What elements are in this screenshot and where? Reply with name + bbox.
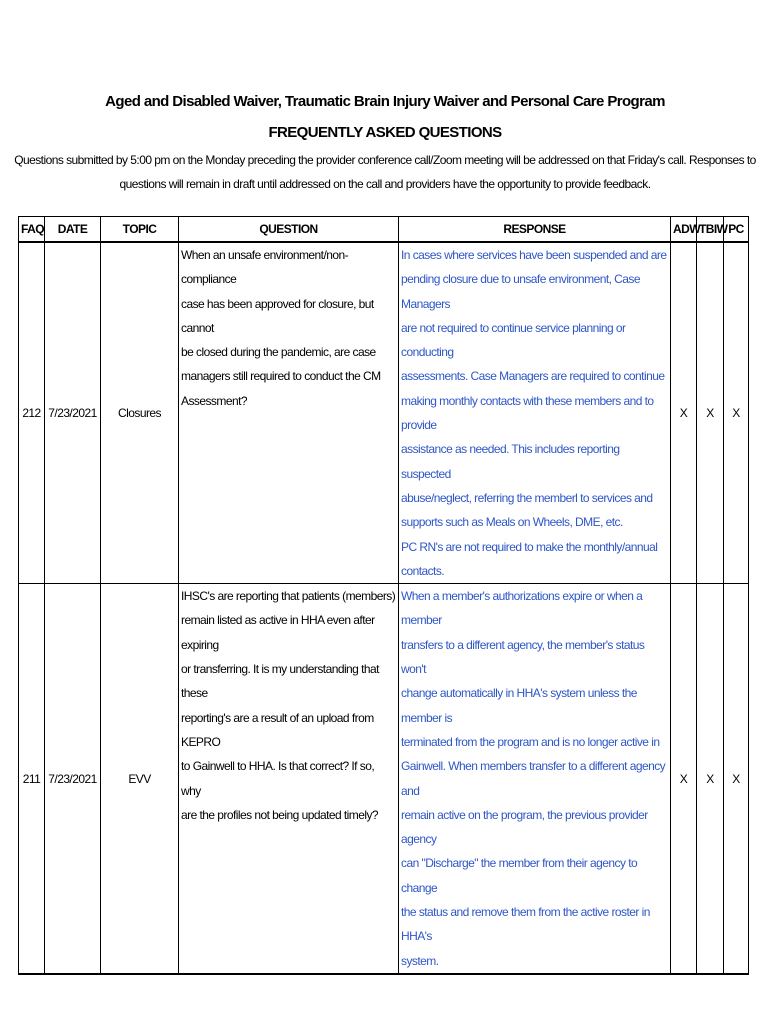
- faq-response-cell: [399, 584, 671, 974]
- faq-pc-mark: X: [724, 584, 749, 974]
- header-date: DATE: [45, 217, 101, 243]
- faq-date: 7/23/2021: [45, 584, 101, 974]
- faq-response: In cases where services have been suspended and are pending closure due to unsafe environment, Case Managers are not required to continue service planning or conducting assessments. Case Managers are required to continue making monthly contacts with these members and to provide assistance as needed. This includes reporting suspected abuse/neglect, referring the memberl to services and supports such as Meals on Wheels, DME, etc. PC RN's are not required to make the monthly/annual contacts.: [401, 248, 667, 578]
- faq-response: When a member's authorizations expire or when a member transfers to a different agency, the member's status won't change automatically in HHA's system unless the member is terminated from the program and is no longer active in Gainwell. When members transfer to a different agency and remain active on the program, the previous provider agency can "Discharge" the member from their agency to change the status and remove them from the active roster in HHA's system.: [401, 589, 666, 968]
- faq-date: 7/23/2021: [45, 242, 101, 584]
- faq-question-cell: [179, 242, 399, 584]
- document-title: Aged and Disabled Waiver, Traumatic Brain Injury Waiver and Personal Care Program: [105, 93, 665, 110]
- faq-table: [18, 216, 749, 975]
- faq-question: When an unsafe environment/non-compliance case has been approved for closure, but cannot be closed during the pandemic, are case managers still required to conduct the CM Assessment?: [181, 248, 381, 408]
- faq-number: 211: [19, 584, 45, 974]
- header-topic: TOPIC: [101, 217, 179, 243]
- header-faq: FAQ: [19, 217, 45, 243]
- faq-question: IHSC's are reporting that patients (members) remain listed as active in HHA even after expiring or transferring. It is my understanding that these reporting's are a result of an upload from KEPRO to Gainwell to HHA. Is that correct? If so, why are the profiles not being updated timely?: [181, 589, 396, 822]
- header-tbiw: TBIW: [697, 217, 724, 243]
- faq-pc-mark: X: [724, 242, 749, 584]
- faq-tbiw-mark: X: [697, 584, 724, 974]
- table-header-row: [19, 217, 749, 243]
- faq-adw-mark: X: [671, 242, 697, 584]
- faq-tbiw-mark: X: [697, 242, 724, 584]
- faq-number: 212: [19, 242, 45, 584]
- table-row: [19, 584, 749, 974]
- faq-topic: EVV: [101, 584, 179, 974]
- intro-text: Questions submitted by 5:00 pm on the Monday preceding the provider conference call/Zoom meeting will be addressed on that Friday's call. Responses to questions will remain in draft until addressed on the call and providers have the opportunity to provide feedback.: [14, 153, 756, 191]
- faq-adw-mark: X: [671, 584, 697, 974]
- document-subtitle: FREQUENTLY ASKED QUESTIONS: [268, 124, 502, 141]
- header-adw: ADW: [671, 217, 697, 243]
- header-response: RESPONSE: [399, 217, 671, 243]
- faq-topic: Closures: [101, 242, 179, 584]
- faq-question-cell: [179, 584, 399, 974]
- header-question: QUESTION: [179, 217, 399, 243]
- table-row: [19, 242, 749, 584]
- faq-response-cell: [399, 242, 671, 584]
- header-pc: PC: [724, 217, 749, 243]
